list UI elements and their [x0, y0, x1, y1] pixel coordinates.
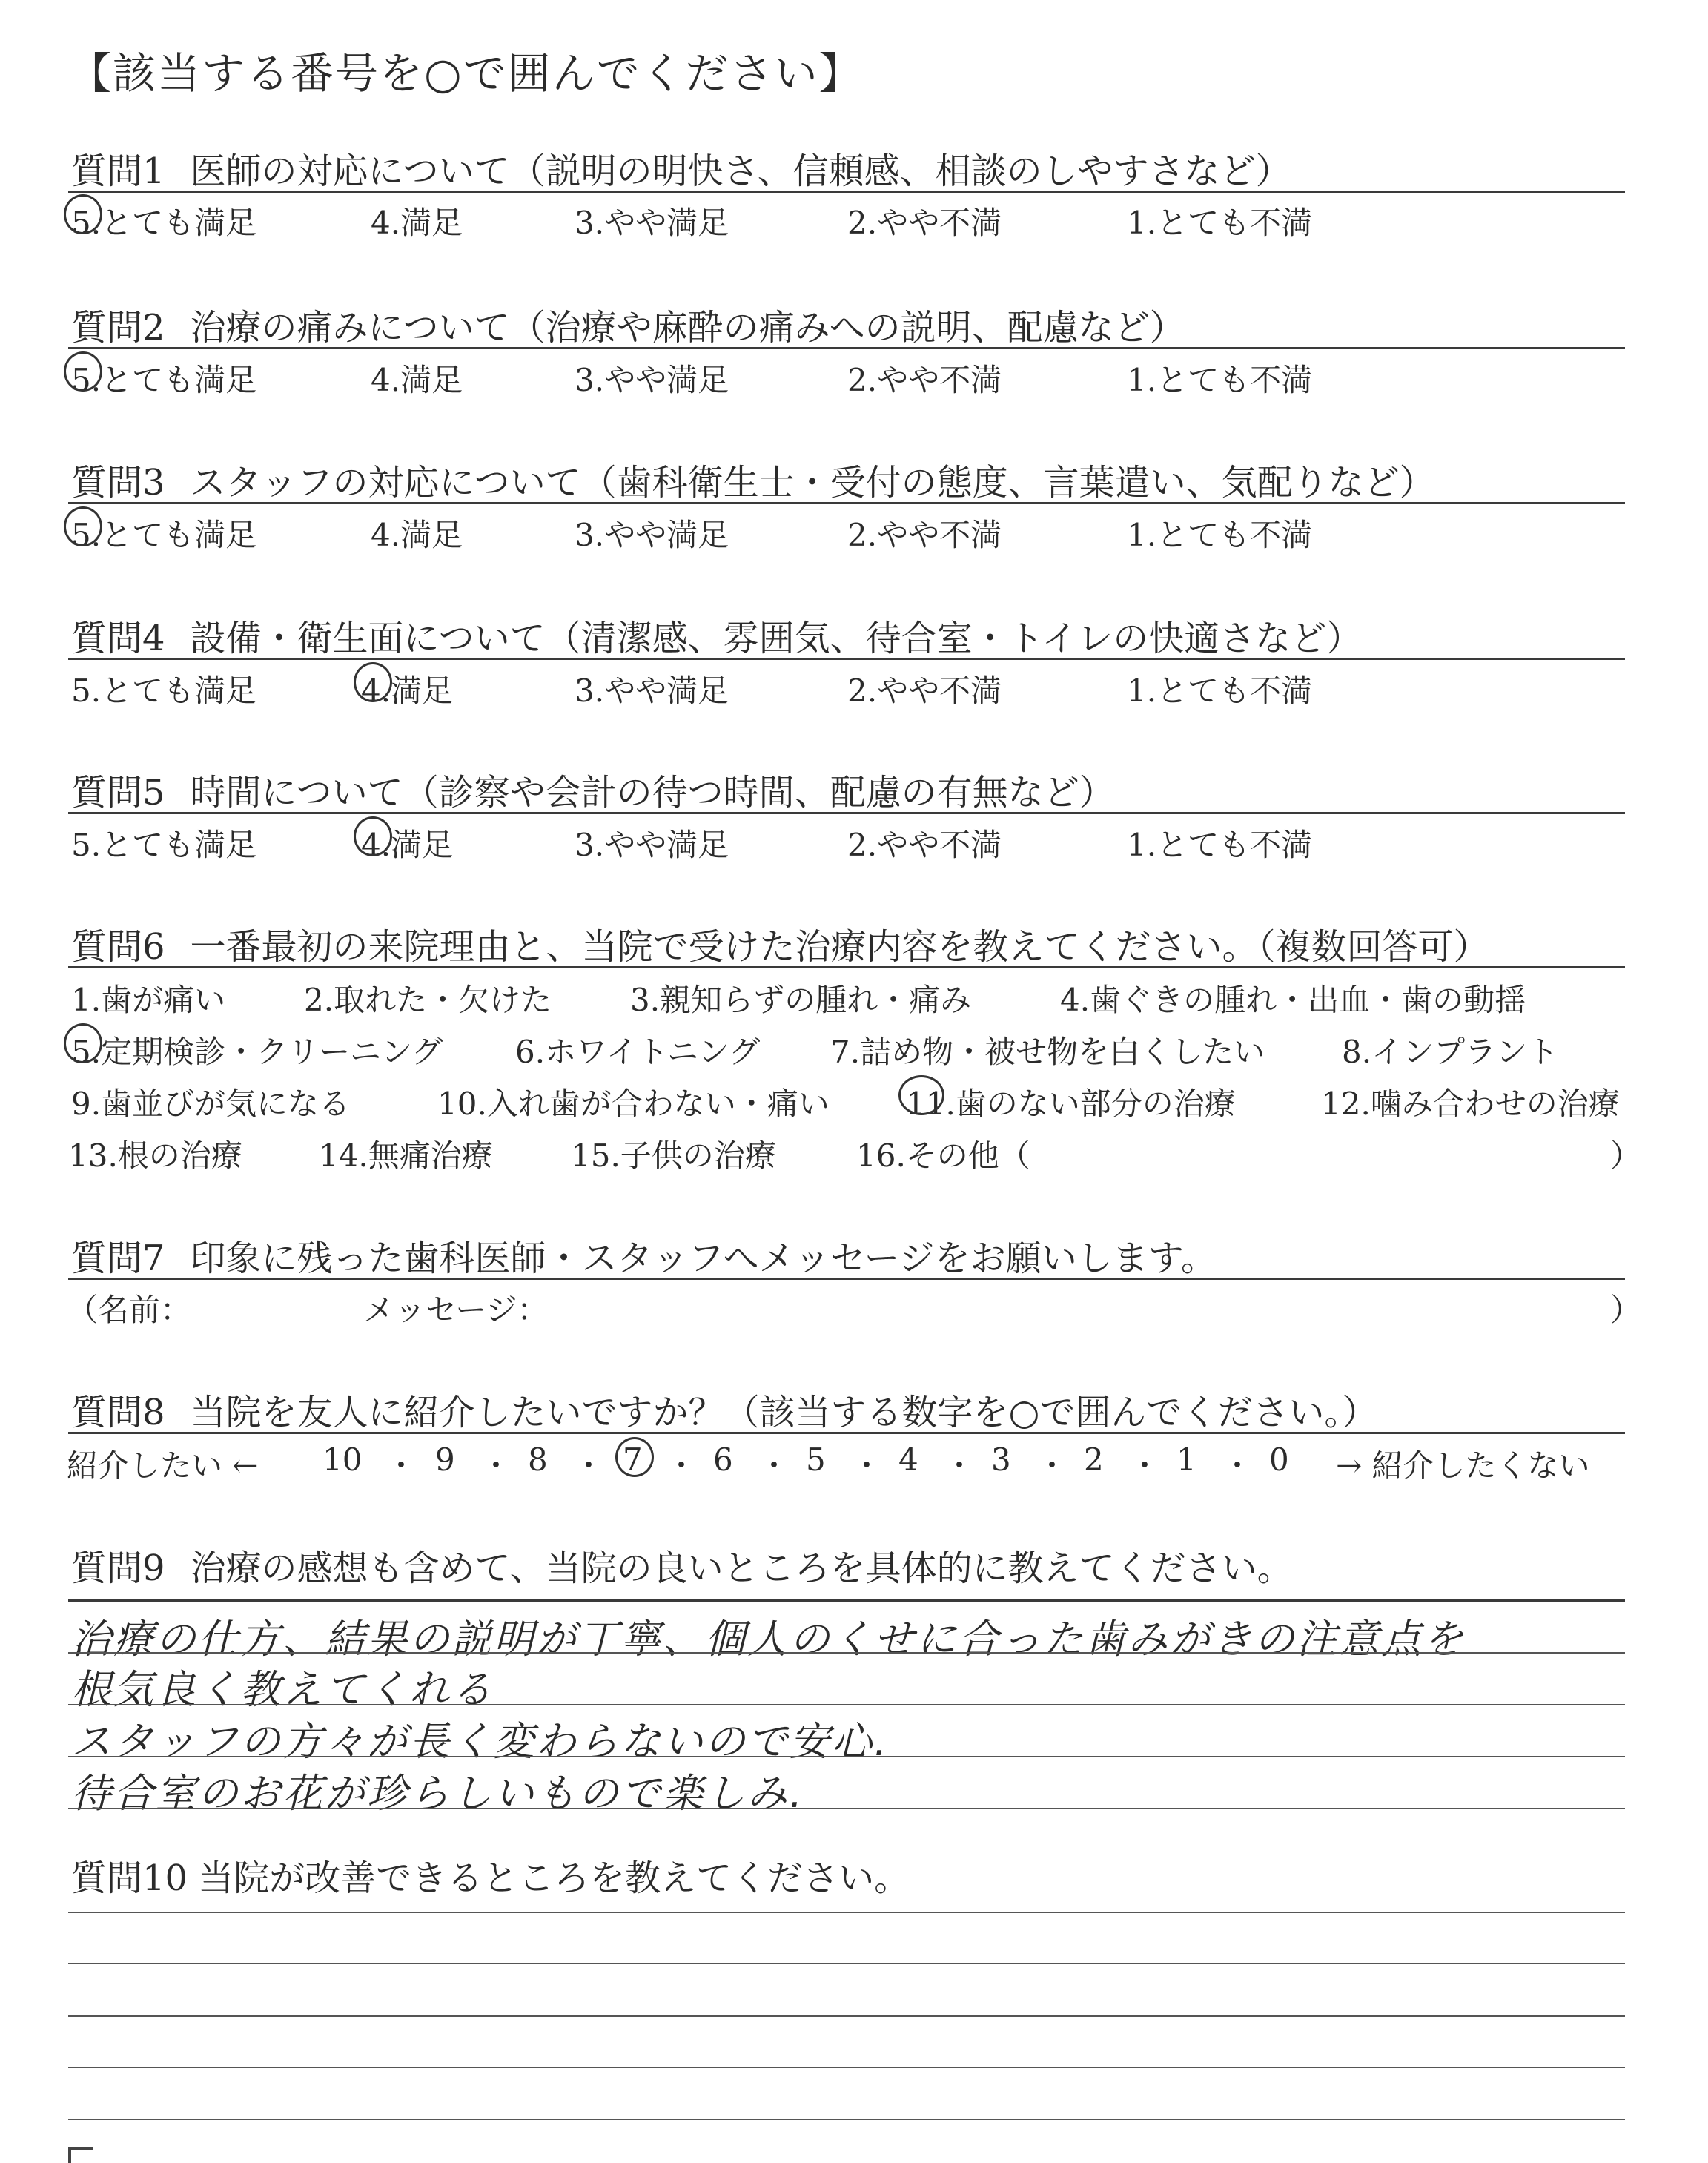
q6-option-9[interactable]: 9.歯並びが気になる: [71, 1086, 351, 1122]
q1-option-3[interactable]: 3.やや満足: [575, 205, 729, 241]
q8-number-3[interactable]: 3: [991, 1442, 1011, 1478]
q1-rule: [68, 191, 1625, 193]
q2-option-4[interactable]: 4.満足: [371, 362, 463, 398]
q5-option-1[interactable]: 1.とても不満: [1127, 827, 1313, 863]
q8-title: [71, 1384, 1377, 1435]
q8-dot: ・: [666, 1447, 698, 1484]
q5-rule: [68, 812, 1625, 814]
q8-number-10[interactable]: 10: [322, 1442, 363, 1478]
q6-option-8[interactable]: 8.インプラント: [1342, 1034, 1559, 1070]
q6-rule: [68, 966, 1625, 968]
q3-text: スタッフの対応について（歯科衛生士・受付の態度、言葉遣い、気配りなど）: [190, 462, 1435, 503]
q3-option-1[interactable]: 1.とても不満: [1127, 517, 1313, 553]
q2-rule: [68, 347, 1625, 349]
q6-option-6[interactable]: 6.ホワイトニング: [515, 1034, 761, 1070]
q6-option-15[interactable]: 15.子供の治療: [571, 1137, 776, 1174]
q10-rule-2[interactable]: [68, 1963, 1625, 1964]
q5-option-3[interactable]: 3.やや満足: [575, 827, 729, 863]
q2-option-1[interactable]: 1.とても不満: [1127, 362, 1313, 398]
q5-option-5[interactable]: 5.とても満足: [71, 827, 257, 863]
q4-number: 質問4: [71, 618, 165, 659]
q4-title: [71, 610, 1362, 661]
q1-selected-mark: 5.とても満足: [71, 199, 256, 243]
q8-number-0[interactable]: 0: [1269, 1442, 1289, 1478]
q7-text: 印象に残った歯科医師・スタッフへメッセージをお願いします。: [190, 1238, 1217, 1279]
q9-rule-4: [68, 1756, 1625, 1757]
q6-title: [71, 918, 1489, 969]
q3-option-2[interactable]: 2.やや不満: [847, 517, 1002, 553]
q6-option-3[interactable]: 3.親知らずの腫れ・痛み: [630, 982, 972, 1018]
q9-rule-1: [68, 1599, 1625, 1602]
q8-dot: ・: [385, 1447, 417, 1484]
q6-option-5[interactable]: [71, 1028, 443, 1072]
q9-title: [71, 1539, 1293, 1591]
q6-text: 一番最初の来院理由と、当院で受けた治療内容を教えてください。（複数回答可）: [190, 926, 1489, 968]
q1-title: [71, 142, 1291, 194]
q9-rule-5: [68, 1808, 1625, 1809]
q9-answer-line-1: 治療の仕方、結果の説明が丁寧、個人のくせに合った歯みがきの注意点を: [71, 1616, 1466, 1662]
q4-option-3[interactable]: 3.やや満足: [575, 673, 729, 709]
q4-option-5[interactable]: 5.とても満足: [71, 673, 257, 709]
q7-rule: [68, 1278, 1625, 1280]
q7-name-label: （名前：: [67, 1292, 192, 1328]
q5-number: 質問5: [71, 772, 165, 813]
q6-option-16[interactable]: 16.その他（: [856, 1137, 1030, 1174]
q8-number-5[interactable]: 5: [806, 1442, 826, 1478]
q10-rule-4[interactable]: [68, 2067, 1625, 2068]
q4-rule: [68, 658, 1625, 660]
q2-text: 治療の痛みについて（治療や麻酔の痛みへの説明、配慮など）: [190, 307, 1185, 349]
q2-option-5[interactable]: [71, 356, 256, 400]
q6-option-2[interactable]: 2.取れた・欠けた: [304, 982, 552, 1018]
q3-rule: [68, 502, 1625, 504]
q4-text: 設備・衛生面について（清潔感、雰囲気、待合室・トイレの快適さなど）: [190, 618, 1363, 659]
q6-option-14[interactable]: 14.無痛治療: [319, 1137, 493, 1174]
q6-selected-mark-5: 5.定期検診・クリーニング: [71, 1028, 443, 1072]
q6-option-4[interactable]: 4.歯ぐきの腫れ・出血・歯の動揺: [1060, 982, 1526, 1018]
q2-title: [71, 299, 1185, 350]
q6-option-7[interactable]: 7.詰め物・被せ物を白くしたい: [830, 1034, 1265, 1070]
q8-number-6[interactable]: 6: [713, 1442, 733, 1478]
q8-dot: ・: [944, 1447, 976, 1484]
q1-option-5[interactable]: [71, 199, 256, 243]
q3-title: [71, 454, 1435, 505]
q5-text: 時間について（診察や会計の待つ時間、配慮の有無など）: [190, 772, 1115, 813]
q8-number: 質問8: [71, 1392, 165, 1433]
q8-dot: ・: [758, 1447, 790, 1484]
q8-number-4[interactable]: 4: [898, 1442, 918, 1478]
q10-text: 当院が改善できるところを教えてください。: [198, 1857, 910, 1899]
q2-number: 質問2: [71, 307, 165, 349]
q9-rule-3: [68, 1704, 1625, 1705]
q6-option-11[interactable]: [906, 1080, 1236, 1124]
q1-option-1[interactable]: 1.とても不満: [1127, 205, 1313, 241]
q7-number: 質問7: [71, 1238, 165, 1279]
q10-title: [71, 1849, 910, 1901]
q1-number: 質問1: [71, 151, 165, 192]
q4-option-2[interactable]: 2.やや不満: [847, 673, 1002, 709]
q8-left-label: 紹介したい ←: [67, 1447, 259, 1484]
q3-option-3[interactable]: 3.やや満足: [575, 517, 729, 553]
q10-rule-1[interactable]: [68, 1912, 1625, 1913]
q8-dot: ・: [1129, 1447, 1161, 1484]
q8-number-2[interactable]: 2: [1084, 1442, 1104, 1478]
q8-dot: ・: [1222, 1447, 1254, 1484]
q2-option-2[interactable]: 2.やや不満: [847, 362, 1002, 398]
q7-message-label: メッセージ：: [363, 1292, 549, 1328]
q9-answer-line-4: 待合室のお花が珍らしいもので楽しみ.: [71, 1770, 805, 1817]
q7-close-paren: ）: [1610, 1292, 1642, 1328]
q4-option-4[interactable]: [361, 667, 453, 711]
q8-dot: ・: [573, 1447, 605, 1484]
q6-option-13[interactable]: 13.根の治療: [68, 1137, 242, 1174]
q3-selected-mark: 5.とても満足: [71, 511, 256, 555]
q8-right-label: → 紹介したくない: [1336, 1447, 1590, 1484]
q8-dot: ・: [1036, 1447, 1068, 1484]
q8-number-1[interactable]: 1: [1176, 1442, 1196, 1478]
q5-title: [71, 764, 1115, 815]
q10-rule-3[interactable]: [68, 2015, 1625, 2017]
q3-option-5[interactable]: [71, 511, 256, 555]
q8-text: 当院を友人に紹介したいですか？（該当する数字を○で囲んでください。）: [190, 1392, 1378, 1433]
q5-option-2[interactable]: 2.やや不満: [847, 827, 1002, 863]
q9-number: 質問9: [71, 1548, 165, 1589]
q9-text: 治療の感想も含めて、当院の良いところを具体的に教えてください。: [190, 1548, 1293, 1589]
q10-rule-5[interactable]: [68, 2119, 1625, 2120]
q1-option-2[interactable]: 2.やや不満: [847, 205, 1002, 241]
q7-title: [71, 1229, 1217, 1281]
q6-option-10[interactable]: 10.入れ歯が合わない・痛い: [437, 1086, 830, 1122]
q5-option-4[interactable]: [361, 821, 453, 865]
q2-selected-mark: 5.とても満足: [71, 356, 256, 400]
q10-number: 質問10: [71, 1857, 188, 1899]
q8-dot: ・: [480, 1447, 512, 1484]
q8-dot: ・: [851, 1447, 883, 1484]
q5-selected-mark: 4.満足: [361, 821, 453, 865]
q8-number-7-selected[interactable]: 7: [623, 1442, 643, 1478]
q9-rule-2: [68, 1652, 1625, 1654]
q6-close-paren: ）: [1610, 1137, 1642, 1174]
q1-text: 医師の対応について（説明の明快さ、信頼感、相談のしやすさなど）: [190, 151, 1291, 192]
q3-option-4[interactable]: 4.満足: [371, 517, 463, 553]
q9-answer-line-3: スタッフの方々が長く変わらないので安心.: [71, 1718, 890, 1765]
instruction-header: 【該当する番号を○で囲んでください】: [68, 48, 864, 99]
q8-number-8[interactable]: 8: [528, 1442, 548, 1478]
q1-option-4[interactable]: 4.満足: [371, 205, 463, 241]
q8-rule: [68, 1432, 1625, 1434]
q2-option-3[interactable]: 3.やや満足: [575, 362, 729, 398]
q6-option-1[interactable]: 1.歯が痛い: [71, 982, 226, 1018]
next-section-bracket: [68, 2147, 93, 2163]
q9-answer-line-2: 根気良く教えてくれる: [71, 1666, 494, 1713]
q8-number-9[interactable]: 9: [435, 1442, 455, 1478]
q4-selected-mark: 4.満足: [361, 667, 453, 711]
q4-option-1[interactable]: 1.とても不満: [1127, 673, 1313, 709]
q3-number: 質問3: [71, 462, 165, 503]
q6-option-12[interactable]: 12.噛み合わせの治療: [1321, 1086, 1620, 1122]
q6-number: 質問6: [71, 926, 165, 968]
q6-selected-mark-11: 11.歯のない部分の治療: [906, 1080, 1236, 1124]
q8-scale: [67, 1442, 1638, 1486]
